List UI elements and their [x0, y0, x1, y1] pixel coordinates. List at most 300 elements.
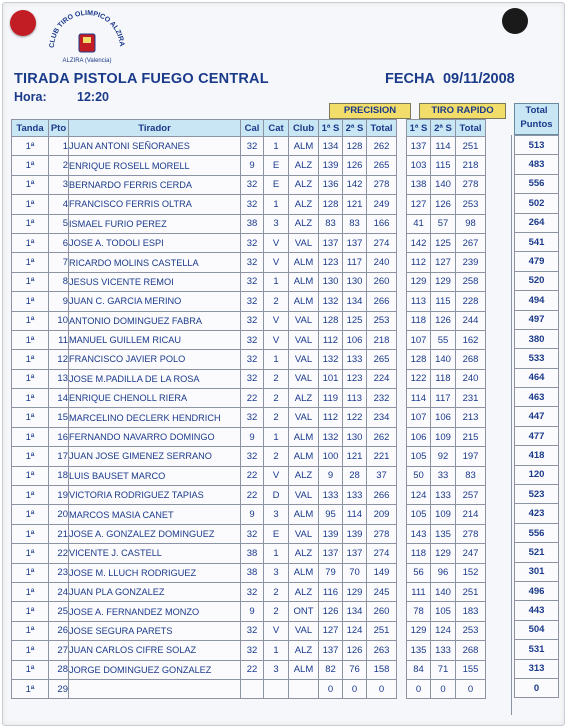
- cell-rapido-1s: 138: [407, 175, 431, 194]
- cell-rapido-1s: 137: [407, 137, 431, 156]
- total-row: [515, 388, 559, 407]
- cell-rapido-total: 247: [456, 544, 486, 563]
- cell-cal: 9: [241, 505, 264, 524]
- total-row: [515, 174, 559, 193]
- cell-club: VAL: [289, 233, 319, 252]
- cell-club: ALM: [289, 447, 319, 466]
- cell-rapido-2s: 140: [431, 175, 456, 194]
- cell-tirador: ANTONIO DOMINGUEZ FABRA: [69, 311, 241, 330]
- cell-precision-total: 278: [367, 175, 397, 194]
- total-row: [515, 155, 559, 174]
- cell-club: ALM: [289, 563, 319, 582]
- cell-club: ALM: [289, 292, 319, 311]
- cell-rapido-2s: 129: [431, 544, 456, 563]
- cell-rapido-1s: 135: [407, 641, 431, 660]
- cell-rapido-1s: 105: [407, 447, 431, 466]
- cell-rapido-1s: 105: [407, 505, 431, 524]
- column-gap: [397, 621, 407, 640]
- cell-rapido-2s: 125: [431, 233, 456, 252]
- table-row: [12, 486, 486, 505]
- cell-precision-total: 251: [367, 621, 397, 640]
- cell-rapido-1s: 143: [407, 524, 431, 543]
- cell-precision-total: 265: [367, 350, 397, 369]
- column-gap: [397, 175, 407, 194]
- cell-cat: 1: [264, 427, 289, 446]
- results-table: [11, 119, 486, 699]
- column-gap: [397, 369, 407, 388]
- cell-total-puntos: 541: [515, 232, 559, 251]
- cell-cal: 38: [241, 544, 264, 563]
- cell-cal: 32: [241, 524, 264, 543]
- cell-precision-total: 149: [367, 563, 397, 582]
- column-gap: [397, 120, 407, 137]
- cell-pto: 11: [49, 330, 69, 349]
- cell-precision-2s: 83: [343, 214, 367, 233]
- cell-rapido-2s: 92: [431, 447, 456, 466]
- cell-rapido-1s: 112: [407, 253, 431, 272]
- cell-tanda: 1ª: [12, 233, 49, 252]
- cell-precision-2s: 123: [343, 369, 367, 388]
- cell-precision-2s: 70: [343, 563, 367, 582]
- svg-text:ALZIRA (Valencia): ALZIRA (Valencia): [62, 58, 112, 64]
- column-gap: [397, 427, 407, 446]
- cell-precision-2s: 76: [343, 660, 367, 679]
- cell-cal: 22: [241, 660, 264, 679]
- cell-rapido-2s: 140: [431, 582, 456, 601]
- cell-pto: 5: [49, 214, 69, 233]
- cell-club: VAL: [289, 330, 319, 349]
- cell-tanda: 1ª: [12, 486, 49, 505]
- cell-precision-total: 278: [367, 524, 397, 543]
- cell-precision-total: 260: [367, 272, 397, 291]
- cell-rapido-total: 267: [456, 233, 486, 252]
- cell-club: ALZ: [289, 195, 319, 214]
- cell-precision-total: 232: [367, 389, 397, 408]
- cell-cat: 2: [264, 389, 289, 408]
- cell-precision-1s: 139: [319, 156, 343, 175]
- cell-rapido-1s: 84: [407, 660, 431, 679]
- total-row: [515, 232, 559, 251]
- cell-club: VAL: [289, 311, 319, 330]
- cell-precision-2s: 137: [343, 544, 367, 563]
- cell-precision-total: 209: [367, 505, 397, 524]
- cell-rapido-2s: 55: [431, 330, 456, 349]
- fecha-block: [385, 71, 515, 87]
- cell-rapido-2s: 140: [431, 350, 456, 369]
- total-row: [515, 252, 559, 271]
- cell-cat: V: [264, 330, 289, 349]
- cell-rapido-2s: 109: [431, 505, 456, 524]
- cell-cat: E: [264, 175, 289, 194]
- cell-precision-1s: 112: [319, 408, 343, 427]
- total-row: [515, 136, 559, 155]
- cell-total-puntos: 423: [515, 504, 559, 523]
- cell-cal: 22: [241, 466, 264, 485]
- table-row: [12, 408, 486, 427]
- cell-cat: 2: [264, 602, 289, 621]
- cell-tanda: 1ª: [12, 175, 49, 194]
- cell-club: ALZ: [289, 389, 319, 408]
- cell-cat: V: [264, 311, 289, 330]
- total-points-table: [514, 135, 559, 698]
- total-row: [515, 446, 559, 465]
- cell-rapido-2s: 133: [431, 641, 456, 660]
- cell-pto: 28: [49, 660, 69, 679]
- cell-rapido-total: 251: [456, 137, 486, 156]
- cell-cat: V: [264, 466, 289, 485]
- cell-precision-1s: 126: [319, 602, 343, 621]
- cell-cat: E: [264, 524, 289, 543]
- cell-tirador: LUIS BAUSET MARCO: [69, 466, 241, 485]
- cell-pto: 19: [49, 486, 69, 505]
- cell-precision-2s: 125: [343, 311, 367, 330]
- cell-precision-2s: 133: [343, 486, 367, 505]
- cell-rapido-total: 258: [456, 272, 486, 291]
- cell-cat: 2: [264, 369, 289, 388]
- cell-precision-2s: 114: [343, 505, 367, 524]
- cell-tirador: JOSE A. TODOLI ESPI: [69, 233, 241, 252]
- column-gap: [397, 544, 407, 563]
- cell-precision-1s: 9: [319, 466, 343, 485]
- cell-rapido-2s: 126: [431, 311, 456, 330]
- cell-tanda: 1ª: [12, 602, 49, 621]
- column-divider: [511, 135, 512, 715]
- cell-rapido-2s: 118: [431, 369, 456, 388]
- cell-club: [289, 679, 319, 698]
- cell-precision-1s: 0: [319, 679, 343, 698]
- cell-cal: 9: [241, 427, 264, 446]
- cell-club: ALM: [289, 427, 319, 446]
- cell-cat: V: [264, 233, 289, 252]
- column-gap: [397, 330, 407, 349]
- cell-tirador: BERNARDO FERRIS CERDA: [69, 175, 241, 194]
- cell-rapido-2s: 124: [431, 621, 456, 640]
- cell-precision-1s: 83: [319, 214, 343, 233]
- svg-text:CLUB TIRO OLIMPICO ALZIRA: CLUB TIRO OLIMPICO ALZIRA: [48, 9, 126, 49]
- cell-club: ALZ: [289, 582, 319, 601]
- cell-cat: 1: [264, 350, 289, 369]
- cell-precision-total: 274: [367, 544, 397, 563]
- cell-tirador: MANUEL GUILLEM RICAU: [69, 330, 241, 349]
- cell-rapido-1s: 0: [407, 679, 431, 698]
- cell-pto: 25: [49, 602, 69, 621]
- cell-precision-total: 234: [367, 408, 397, 427]
- cell-tirador: VICTORIA RODRIGUEZ TAPIAS: [69, 486, 241, 505]
- cell-total-puntos: 521: [515, 543, 559, 562]
- table-row: [12, 195, 486, 214]
- cell-club: VAL: [289, 408, 319, 427]
- cell-tanda: 1ª: [12, 272, 49, 291]
- total-row: [515, 213, 559, 232]
- cell-total-puntos: 313: [515, 659, 559, 678]
- cell-rapido-1s: 113: [407, 292, 431, 311]
- precision-group-header: PRECISION: [329, 103, 411, 119]
- cell-precision-1s: 101: [319, 369, 343, 388]
- cell-rapido-2s: 71: [431, 660, 456, 679]
- cell-rapido-2s: 109: [431, 427, 456, 446]
- cell-cal: 32: [241, 330, 264, 349]
- red-pin-icon: [10, 10, 36, 36]
- cell-precision-total: 240: [367, 253, 397, 272]
- cell-tirador: FERNANDO NAVARRO DOMINGO: [69, 427, 241, 446]
- column-gap: [397, 505, 407, 524]
- cell-precision-2s: 134: [343, 292, 367, 311]
- column-gap: [397, 641, 407, 660]
- cell-precision-2s: 126: [343, 641, 367, 660]
- cell-rapido-1s: 107: [407, 408, 431, 427]
- col-header-tirador: Tirador: [69, 120, 241, 137]
- cell-tirador: JOSE A. FERNANDEZ MONZO: [69, 602, 241, 621]
- total-row: [515, 659, 559, 678]
- total-row: [515, 640, 559, 659]
- cell-tanda: 1ª: [12, 137, 49, 156]
- column-gap: [397, 389, 407, 408]
- cell-club: VAL: [289, 524, 319, 543]
- cell-total-puntos: 418: [515, 446, 559, 465]
- cell-precision-2s: 124: [343, 621, 367, 640]
- cell-rapido-2s: 0: [431, 679, 456, 698]
- col-header-precision-total: Total: [367, 120, 397, 137]
- cell-rapido-total: 152: [456, 563, 486, 582]
- cell-rapido-total: 253: [456, 195, 486, 214]
- col-header-rapido-2s: 2ª S: [431, 120, 456, 137]
- cell-rapido-1s: 129: [407, 621, 431, 640]
- cell-rapido-1s: 124: [407, 486, 431, 505]
- cell-tirador: JUAN ANTONI SEÑORANES: [69, 137, 241, 156]
- total-row: [515, 485, 559, 504]
- cell-total-puntos: 301: [515, 562, 559, 581]
- cell-rapido-2s: 126: [431, 195, 456, 214]
- total-row: [515, 310, 559, 329]
- cell-tirador: ENRIQUE ROSELL MORELL: [69, 156, 241, 175]
- cell-total-puntos: 497: [515, 310, 559, 329]
- cell-precision-1s: 123: [319, 253, 343, 272]
- table-row: [12, 253, 486, 272]
- total-row: [515, 426, 559, 445]
- cell-pto: 8: [49, 272, 69, 291]
- cell-tirador: JOSE M.PADILLA DE LA ROSA: [69, 369, 241, 388]
- table-row: [12, 233, 486, 252]
- cell-pto: 12: [49, 350, 69, 369]
- cell-cat: D: [264, 486, 289, 505]
- cell-tanda: 1ª: [12, 563, 49, 582]
- cell-precision-total: 249: [367, 195, 397, 214]
- column-gap: [397, 486, 407, 505]
- club-seal-logo: [42, 8, 132, 68]
- cell-cal: 32: [241, 621, 264, 640]
- cell-total-puntos: 513: [515, 136, 559, 155]
- column-gap: [397, 195, 407, 214]
- cell-rapido-1s: 118: [407, 544, 431, 563]
- cell-precision-2s: 117: [343, 253, 367, 272]
- cell-cal: 32: [241, 408, 264, 427]
- cell-tirador: JOSE A. GONZALEZ DOMINGUEZ: [69, 524, 241, 543]
- cell-pto: 9: [49, 292, 69, 311]
- col-header-rapido-total: Total: [456, 120, 486, 137]
- cell-precision-2s: 122: [343, 408, 367, 427]
- cell-tanda: 1ª: [12, 679, 49, 698]
- table-header-row: [12, 120, 486, 137]
- cell-rapido-1s: 128: [407, 350, 431, 369]
- cell-tanda: 1ª: [12, 524, 49, 543]
- cell-tirador: JUAN JOSE GIMENEZ SERRANO: [69, 447, 241, 466]
- cell-rapido-total: 215: [456, 427, 486, 446]
- cell-club: ALZ: [289, 156, 319, 175]
- cell-precision-total: 260: [367, 602, 397, 621]
- cell-tanda: 1ª: [12, 214, 49, 233]
- cell-rapido-total: 240: [456, 369, 486, 388]
- table-row: [12, 466, 486, 485]
- column-gap: [397, 253, 407, 272]
- table-row: [12, 582, 486, 601]
- cell-tanda: 1ª: [12, 195, 49, 214]
- cell-rapido-1s: 142: [407, 233, 431, 252]
- cell-precision-1s: 95: [319, 505, 343, 524]
- table-row: [12, 369, 486, 388]
- cell-rapido-1s: 50: [407, 466, 431, 485]
- cell-rapido-total: 98: [456, 214, 486, 233]
- cell-tirador: VICENTE J. CASTELL: [69, 544, 241, 563]
- table-row: [12, 389, 486, 408]
- cell-rapido-total: 162: [456, 330, 486, 349]
- total-row: [515, 678, 559, 697]
- cell-precision-total: 158: [367, 660, 397, 679]
- cell-pto: 6: [49, 233, 69, 252]
- cell-precision-total: 0: [367, 679, 397, 698]
- cell-rapido-2s: 115: [431, 156, 456, 175]
- cell-rapido-2s: 33: [431, 466, 456, 485]
- cell-tirador: JESUS VICENTE REMOI: [69, 272, 241, 291]
- column-gap: [397, 156, 407, 175]
- cell-tanda: 1ª: [12, 311, 49, 330]
- cell-pto: 14: [49, 389, 69, 408]
- cell-precision-total: 221: [367, 447, 397, 466]
- cell-precision-2s: 133: [343, 350, 367, 369]
- cell-precision-1s: 116: [319, 582, 343, 601]
- cell-tirador: ENRIQUE CHENOLL RIERA: [69, 389, 241, 408]
- table-row: [12, 156, 486, 175]
- cell-rapido-total: 183: [456, 602, 486, 621]
- cell-club: ALM: [289, 137, 319, 156]
- cell-rapido-2s: 133: [431, 486, 456, 505]
- total-row: [515, 562, 559, 581]
- cell-rapido-2s: 57: [431, 214, 456, 233]
- cell-pto: 24: [49, 582, 69, 601]
- cell-rapido-2s: 115: [431, 292, 456, 311]
- cell-precision-1s: 134: [319, 137, 343, 156]
- table-row: [12, 505, 486, 524]
- cell-cat: E: [264, 156, 289, 175]
- cell-cat: 2: [264, 292, 289, 311]
- cell-total-puntos: 533: [515, 349, 559, 368]
- cell-tanda: 1ª: [12, 447, 49, 466]
- table-row: [12, 272, 486, 291]
- cell-pto: 7: [49, 253, 69, 272]
- cell-precision-1s: 79: [319, 563, 343, 582]
- cell-total-puntos: 556: [515, 523, 559, 542]
- cell-cat: 2: [264, 447, 289, 466]
- cell-cal: 32: [241, 311, 264, 330]
- table-row: [12, 563, 486, 582]
- cell-pto: 20: [49, 505, 69, 524]
- col-header-cat: Cat: [264, 120, 289, 137]
- cell-cal: 38: [241, 214, 264, 233]
- cell-precision-2s: 142: [343, 175, 367, 194]
- cell-precision-total: 266: [367, 486, 397, 505]
- cell-precision-total: 262: [367, 137, 397, 156]
- total-header-line1: Total: [525, 105, 548, 116]
- cell-club: ALM: [289, 660, 319, 679]
- cell-precision-total: 253: [367, 311, 397, 330]
- cell-tanda: 1ª: [12, 641, 49, 660]
- cell-tanda: 1ª: [12, 408, 49, 427]
- col-header-tanda: Tanda: [12, 120, 49, 137]
- col-header-rapido-1s: 1ª S: [407, 120, 431, 137]
- cell-cat: V: [264, 621, 289, 640]
- cell-rapido-2s: 127: [431, 253, 456, 272]
- cell-rapido-1s: 122: [407, 369, 431, 388]
- cell-pto: 13: [49, 369, 69, 388]
- cell-pto: 18: [49, 466, 69, 485]
- cell-precision-total: 262: [367, 427, 397, 446]
- cell-tanda: 1ª: [12, 544, 49, 563]
- cell-total-puntos: 523: [515, 485, 559, 504]
- cell-rapido-1s: 111: [407, 582, 431, 601]
- cell-cat: 1: [264, 641, 289, 660]
- cell-total-puntos: 380: [515, 329, 559, 348]
- cell-total-puntos: 504: [515, 620, 559, 639]
- total-header-line2: Puntos: [520, 119, 553, 130]
- column-gap: [397, 408, 407, 427]
- cell-club: ALM: [289, 253, 319, 272]
- cell-rapido-1s: 129: [407, 272, 431, 291]
- cell-rapido-total: 214: [456, 505, 486, 524]
- cell-rapido-1s: 114: [407, 389, 431, 408]
- cell-tanda: 1ª: [12, 330, 49, 349]
- cell-rapido-total: 239: [456, 253, 486, 272]
- cell-tanda: 1ª: [12, 427, 49, 446]
- cell-precision-total: 218: [367, 330, 397, 349]
- table-row: [12, 350, 486, 369]
- cell-club: ONT: [289, 602, 319, 621]
- cell-pto: 15: [49, 408, 69, 427]
- cell-cat: 1: [264, 195, 289, 214]
- cell-cat: 3: [264, 660, 289, 679]
- cell-precision-1s: 139: [319, 524, 343, 543]
- cell-cal: 9: [241, 602, 264, 621]
- cell-total-puntos: 479: [515, 252, 559, 271]
- cell-cat: 1: [264, 544, 289, 563]
- col-header-cal: Cal: [241, 120, 264, 137]
- cell-rapido-total: 228: [456, 292, 486, 311]
- table-row: [12, 330, 486, 349]
- cell-rapido-1s: 118: [407, 311, 431, 330]
- table-row: [12, 641, 486, 660]
- table-row: [12, 292, 486, 311]
- cell-rapido-total: 197: [456, 447, 486, 466]
- cell-pto: 26: [49, 621, 69, 640]
- total-row: [515, 581, 559, 600]
- cell-precision-1s: 100: [319, 447, 343, 466]
- cell-cal: 38: [241, 563, 264, 582]
- cell-rapido-1s: 107: [407, 330, 431, 349]
- cell-pto: 21: [49, 524, 69, 543]
- cell-rapido-total: 278: [456, 175, 486, 194]
- total-row: [515, 543, 559, 562]
- cell-precision-1s: 137: [319, 641, 343, 660]
- total-row: [515, 271, 559, 290]
- cell-tanda: 1ª: [12, 350, 49, 369]
